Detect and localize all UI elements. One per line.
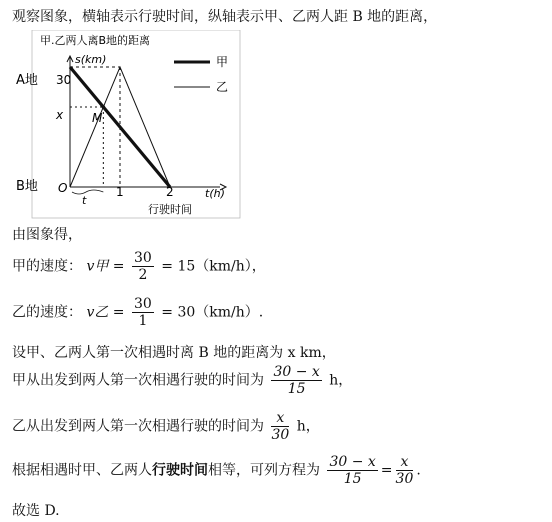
jia-time-numerator: 30 − x — [273, 364, 320, 380]
jia-time-fraction — [271, 364, 321, 397]
x-axis-note: 行驶时间 — [148, 203, 192, 216]
solution-line-1: 由图象得， — [12, 227, 82, 243]
equation-right-fraction — [396, 454, 414, 487]
jia-speed-label: 甲的速度： — [12, 258, 82, 275]
equation-left-numerator: 30 − x — [329, 454, 376, 470]
yi-time-denominator: 30 — [271, 427, 290, 443]
y-axis-label: s(km) — [75, 53, 107, 66]
jia-time-text: 甲从出发到两人第一次相遇行驶的时间为 — [12, 372, 264, 389]
yi-speed-numerator: 30 — [134, 296, 152, 312]
jia-speed-fraction — [132, 250, 154, 283]
solution-line-4: 设甲、乙两人第一次相遇时离 B 地的距离为 x km， — [12, 345, 336, 361]
yi-time-text: 乙从出发到两人第一次相遇行驶的时间为 — [12, 418, 264, 435]
equation-end: . — [416, 462, 421, 479]
jia-speed-symbol: v甲 = — [86, 258, 125, 275]
y-tick-30: 30 — [56, 73, 72, 87]
t-mark: t — [82, 194, 87, 207]
y-mark-x: x — [56, 108, 64, 122]
distance-time-graph — [12, 30, 242, 220]
jia-speed-numerator: 30 — [134, 250, 152, 266]
solution-line-2 — [12, 250, 266, 283]
solution-line-6 — [12, 410, 320, 443]
jia-speed-result: = 15（km/h）， — [161, 258, 266, 275]
label-a: A地 — [16, 73, 38, 88]
x-tick-1: 1 — [116, 185, 124, 199]
jia-time-unit: h， — [329, 372, 353, 389]
yi-speed-fraction — [132, 296, 154, 329]
legend-yi-label: 乙 — [216, 80, 229, 94]
solution-line-5 — [12, 364, 352, 397]
equation-mid: 相等，可列方程为 — [208, 462, 320, 479]
equation-left-denominator: 15 — [343, 471, 362, 487]
solution-line-8: 故选 D. — [12, 503, 60, 519]
jia-speed-denominator: 2 — [138, 267, 148, 283]
equation-intro: 根据相遇时甲、乙两人 — [12, 462, 152, 479]
graph-svg — [12, 30, 242, 220]
yi-speed-denominator: 1 — [138, 313, 148, 329]
yi-time-unit: h， — [296, 418, 320, 435]
yi-speed-symbol: v乙 = — [86, 304, 125, 321]
point-m-label: M — [92, 111, 103, 125]
yi-speed-label: 乙的速度： — [12, 304, 82, 321]
yi-time-fraction — [271, 410, 289, 443]
x-axis-label: t(h) — [205, 187, 225, 200]
graph-title: 甲.乙两人离B地的距离 — [40, 34, 151, 47]
point-m — [102, 105, 106, 109]
intro-text: 观察图象，横轴表示行驶时间，纵轴表示甲、乙两人距 B 地的距离， — [12, 9, 438, 25]
origin-label: O — [58, 181, 68, 195]
yi-time-numerator: x — [271, 410, 289, 427]
legend-jia-label: 甲 — [216, 55, 229, 69]
equation-left-fraction — [327, 454, 377, 487]
solution-line-3 — [12, 296, 263, 329]
x-tick-2: 2 — [166, 185, 174, 199]
equation-equals: = — [380, 462, 393, 479]
jia-time-denominator: 15 — [287, 381, 306, 397]
equation-keyword: 行驶时间 — [152, 462, 208, 479]
yi-speed-result: = 30（km/h）. — [161, 304, 264, 321]
equation-right-numerator: x — [396, 454, 414, 471]
solution-line-7 — [12, 454, 421, 487]
equation-right-denominator: 30 — [395, 471, 414, 487]
label-b: B地 — [16, 179, 38, 194]
